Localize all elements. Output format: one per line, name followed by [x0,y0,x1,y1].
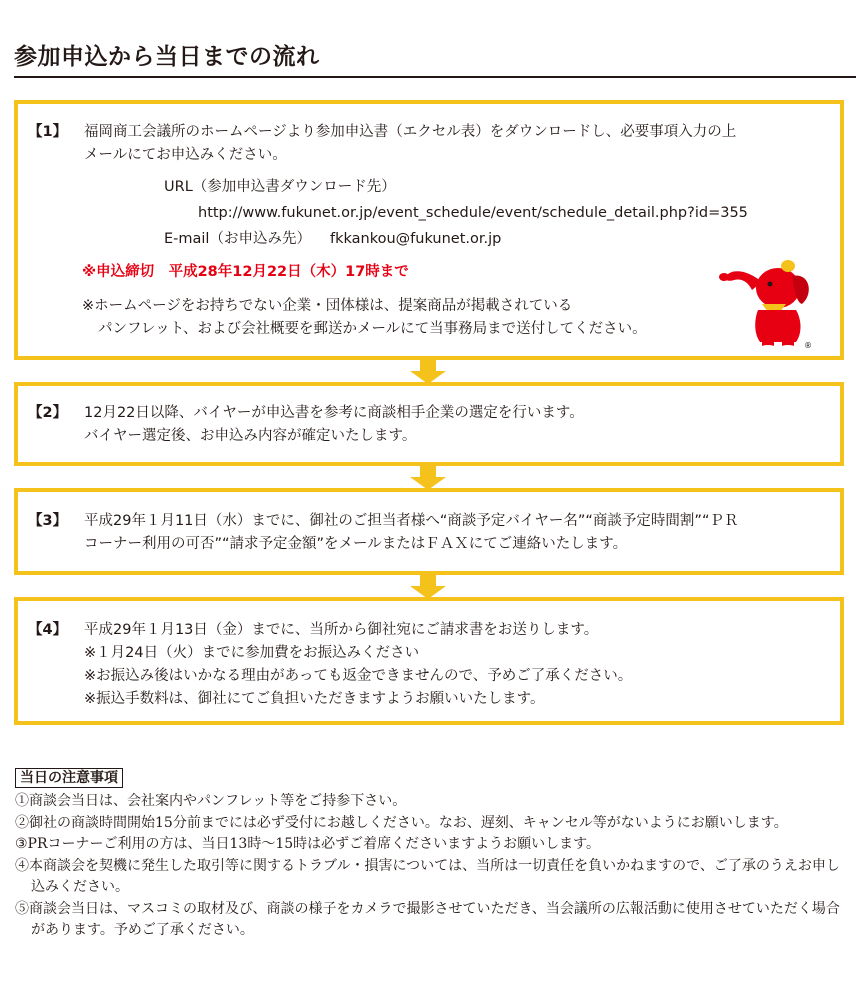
notice-list [15,791,847,942]
step-text-line: ※振込手数料は、御社にてご負担いただきますようお願いいたします。 [84,691,545,707]
step-text-line: 福岡商工会議所のホームページより参加申込書（エクセル表）をダウンロードし、必要事項入力の上 [84,124,737,140]
deadline-notice: ※申込締切 平成28年12月22日（木）17時まで [82,264,409,280]
step-number: 【4】 [28,622,68,638]
step-text-line: 平成29年１月13日（金）までに、当所から御社宛にご請求書をお送りします。 [84,622,599,638]
notice-item: ④本商談会を契機に発生した取引等に関するトラブル・損害については、当所は一切責任を負いかねますので、ご了承のうえお申し込みください。 [15,857,840,895]
notice-item: ②御社の商談時間開始15分前までには必ず受付にお越しください。なお、遅刻、キャンセル等がないようにお願いします。 [15,814,788,831]
email-address-link[interactable]: fkkankou@fukunet.or.jp [330,231,502,247]
notice-item: ⑤商談会当日は、マスコミの取材及び、商談の様子をカメラで撮影させていただき、当会議所の広報活動に使用させていただく場合があります。予めご了承ください。 [15,900,840,938]
step-number: 【1】 [28,124,68,140]
step-note-line: ※ホームページをお持ちでない企業・団体様は、提案商品が掲載されている [82,298,573,314]
step-2-box [14,382,844,466]
notice-item: ①商談会当日は、会社案内やパンフレット等をご持参下さい。 [15,793,407,809]
step-text-line: バイヤー選定後、お申込み内容が確定いたします。 [84,428,417,444]
step-number: 【2】 [28,405,68,421]
step-text-line: 12月22日以降、バイヤーが申込書を参考に商談相手企業の選定を行います。 [84,405,584,421]
url-label: URL（参加申込書ダウンロード先） [164,179,396,195]
page-title: 参加申込から当日までの流れ [14,44,320,70]
elephant-mascot-icon [718,258,818,350]
step-number: 【3】 [28,513,68,529]
step-text-line: ※１月24日（火）までに参加費をお振込みください [84,645,420,661]
step-3-box [14,488,844,575]
step-note-line: パンフレット、および会社概要を郵送かメールにて当事務局まで送付してください。 [98,321,647,337]
step-text-line: 平成29年１月11日（水）までに、御社のご担当者様へ“商談予定バイヤー名”“商談予定時間割”“ＰＲ [84,513,739,529]
notice-item: ③PRコーナーご利用の方は、当日13時～15時は必ずご着席くださいますようお願いします。 [15,836,601,852]
title-underline [14,76,856,78]
email-label: E-mail（お申込み先） [164,231,311,247]
download-url-link[interactable]: http://www.fukunet.or.jp/event_schedule/event/schedule_detail.php?id=355 [198,205,748,221]
step-text-line: コーナー利用の可否”“請求予定金額”をメールまたはＦＡＸにてご連絡いたします。 [84,536,628,552]
step-text-line: ※お振込み後はいかなる理由があっても返金できませんので、予めご了承ください。 [84,668,633,684]
step-4-box [14,597,844,725]
notice-heading: 当日の注意事項 [15,768,123,788]
svg-text:®: ® [804,341,812,350]
step-text-line: メールにてお申込みください。 [84,147,287,163]
